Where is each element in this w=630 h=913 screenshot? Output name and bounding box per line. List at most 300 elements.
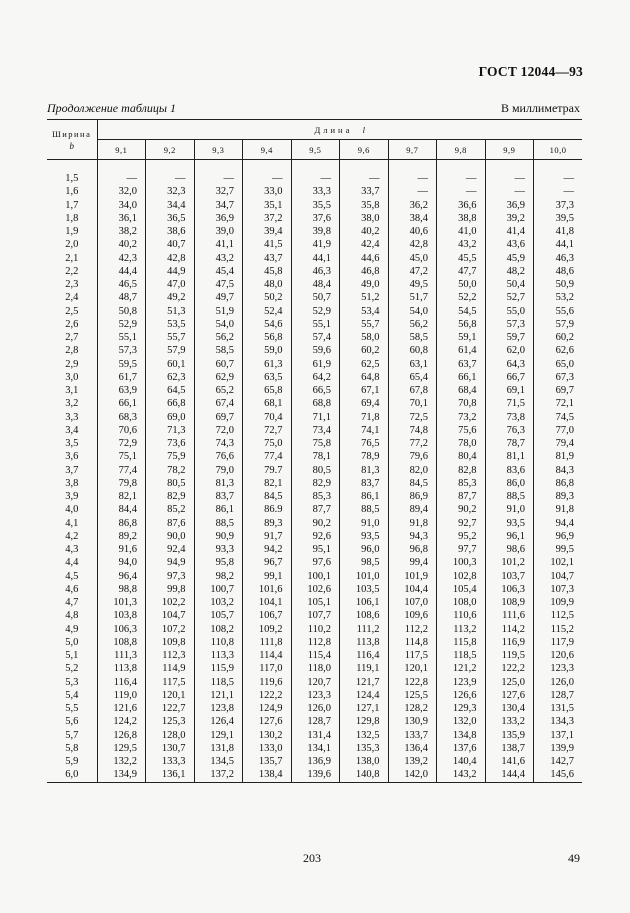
value-cell: 135,7 bbox=[243, 755, 292, 768]
value-cell: 60,2 bbox=[340, 344, 389, 357]
width-value-cell: 1,9 bbox=[47, 225, 97, 238]
value-cell: 34,4 bbox=[146, 199, 195, 212]
value-cell: 96,9 bbox=[534, 530, 583, 543]
value-cell: 55,0 bbox=[485, 305, 534, 318]
width-value-cell: 1,7 bbox=[47, 199, 97, 212]
value-cell: 55,7 bbox=[146, 331, 195, 344]
value-cell: 69,4 bbox=[340, 397, 389, 410]
value-cell: 65,8 bbox=[243, 384, 292, 397]
value-cell: 66,1 bbox=[118, 398, 137, 410]
value-cell: 104,7 bbox=[146, 609, 195, 622]
table-row bbox=[47, 172, 582, 185]
value-cell: 116,4 bbox=[113, 676, 137, 688]
table-row bbox=[47, 662, 582, 675]
value-cell: 120,1 bbox=[146, 689, 195, 702]
table-row bbox=[47, 411, 582, 424]
width-value-cell: 3,7 bbox=[47, 464, 97, 477]
value-cell: 81,1 bbox=[485, 450, 534, 463]
value-cell: 96,0 bbox=[340, 543, 389, 556]
width-value-cell: 3,1 bbox=[47, 384, 97, 397]
value-cell: 47,2 bbox=[388, 265, 437, 278]
value-cell: 68,8 bbox=[291, 397, 340, 410]
value-cell: 73,6 bbox=[146, 437, 195, 450]
value-cell: 51,2 bbox=[340, 291, 389, 304]
value-cell: 42,8 bbox=[388, 238, 437, 251]
value-cell: 79,8 bbox=[118, 477, 137, 489]
value-cell: 117,5 bbox=[146, 676, 195, 689]
value-cell: 66,8 bbox=[146, 397, 195, 410]
value-cell: 48,2 bbox=[485, 265, 534, 278]
table-row bbox=[47, 715, 582, 728]
value-cell: 86.9 bbox=[243, 503, 292, 516]
length-header-label: Длина bbox=[314, 124, 353, 135]
value-cell: — bbox=[194, 172, 243, 185]
value-cell: 38,4 bbox=[388, 212, 437, 225]
value-cell: 98,2 bbox=[194, 570, 243, 583]
value-cell: 76,6 bbox=[194, 450, 243, 463]
value-cell: 103,2 bbox=[194, 596, 243, 609]
value-cell: 46,3 bbox=[291, 265, 340, 278]
value-cell: 59,6 bbox=[291, 344, 340, 357]
value-cell: 90,0 bbox=[146, 530, 195, 543]
width-value-cell: 3,5 bbox=[47, 437, 97, 450]
value-cell: 50,9 bbox=[534, 278, 583, 291]
spacer-cell bbox=[47, 160, 97, 173]
value-cell: 111,8 bbox=[243, 636, 292, 649]
table-caption: Продолжение таблицы 1 bbox=[47, 101, 177, 115]
length-column-header: 9,4 bbox=[243, 140, 292, 160]
value-cell: 79.7 bbox=[243, 464, 292, 477]
value-cell: 80,5 bbox=[291, 464, 340, 477]
value-cell: 120,6 bbox=[534, 649, 583, 662]
value-cell: 55,1 bbox=[291, 318, 340, 331]
value-cell: 110,8 bbox=[194, 636, 243, 649]
value-cell: 128,7 bbox=[534, 689, 583, 702]
value-cell: 55,7 bbox=[340, 318, 389, 331]
value-cell: 91,0 bbox=[485, 503, 534, 516]
table-row bbox=[47, 689, 582, 702]
value-cell: 145,6 bbox=[534, 768, 583, 782]
table-row bbox=[47, 676, 582, 689]
value-cell: 126,0 bbox=[534, 676, 583, 689]
value-cell: 101,0 bbox=[340, 570, 389, 583]
value-cell: 57,9 bbox=[534, 318, 583, 331]
value-cell: 128,2 bbox=[388, 702, 437, 715]
value-cell: 54,0 bbox=[388, 305, 437, 318]
value-cell: 48,4 bbox=[291, 278, 340, 291]
value-cell: 44,6 bbox=[340, 252, 389, 265]
value-cell: 50,8 bbox=[118, 305, 137, 317]
value-cell: 104,1 bbox=[243, 596, 292, 609]
value-cell: 121,2 bbox=[437, 662, 486, 675]
value-cell: 96,1 bbox=[485, 530, 534, 543]
value-cell: 106,3 bbox=[485, 583, 534, 596]
value-cell: 88,5 bbox=[340, 503, 389, 516]
value-cell: 96,4 bbox=[118, 570, 137, 582]
value-cell: 113,2 bbox=[437, 623, 486, 636]
value-cell: 123,3 bbox=[291, 689, 340, 702]
value-cell: 45,8 bbox=[243, 265, 292, 278]
value-cell: 91,0 bbox=[340, 517, 389, 530]
value-cell: 121,6 bbox=[113, 703, 137, 714]
value-cell: 127,1 bbox=[340, 702, 389, 715]
value-cell: — bbox=[146, 172, 195, 185]
value-cell: 115,8 bbox=[437, 636, 486, 649]
value-cell: 105,4 bbox=[437, 583, 486, 596]
value-cell: 39,4 bbox=[243, 225, 292, 238]
value-cell: 100,1 bbox=[291, 570, 340, 583]
value-cell: 119,0 bbox=[113, 689, 137, 701]
value-cell: 107,2 bbox=[146, 623, 195, 636]
width-value-cell: 2,2 bbox=[47, 265, 97, 278]
value-cell: 111,6 bbox=[485, 609, 534, 622]
value-cell: 109,6 bbox=[388, 609, 437, 622]
table-row bbox=[47, 517, 582, 530]
value-cell: 92,7 bbox=[437, 517, 486, 530]
table-row bbox=[47, 490, 582, 503]
value-cell: 52,4 bbox=[243, 305, 292, 318]
value-cell: 58,5 bbox=[388, 331, 437, 344]
value-cell: 134,5 bbox=[194, 755, 243, 768]
value-cell: 123,3 bbox=[534, 662, 583, 675]
value-cell: — bbox=[388, 172, 437, 185]
table-row bbox=[47, 503, 582, 516]
value-cell: 45,9 bbox=[485, 252, 534, 265]
value-cell: 68,1 bbox=[243, 397, 292, 410]
table-row bbox=[47, 265, 582, 278]
value-cell: 112,8 bbox=[291, 636, 340, 649]
value-cell: 81,3 bbox=[194, 477, 243, 490]
table-row bbox=[47, 702, 582, 715]
value-cell: 41,1 bbox=[194, 238, 243, 251]
value-cell: 66,5 bbox=[291, 384, 340, 397]
table-row bbox=[47, 729, 582, 742]
value-cell: 99,1 bbox=[243, 570, 292, 583]
value-cell: 95,2 bbox=[437, 530, 486, 543]
value-cell: 53,4 bbox=[340, 305, 389, 318]
table-row bbox=[47, 609, 582, 622]
value-cell: 94,0 bbox=[118, 557, 137, 569]
value-cell: 117,9 bbox=[534, 636, 583, 649]
value-cell: 97,3 bbox=[146, 570, 195, 583]
value-cell: 144,4 bbox=[485, 768, 534, 782]
value-cell: 74,1 bbox=[340, 424, 389, 437]
value-cell: 64,8 bbox=[340, 371, 389, 384]
value-cell: 63,9 bbox=[118, 385, 137, 396]
value-cell: 125,0 bbox=[485, 676, 534, 689]
value-cell: 50,0 bbox=[437, 278, 486, 291]
width-value-cell: 5,5 bbox=[47, 702, 97, 715]
value-cell: 88,5 bbox=[194, 517, 243, 530]
value-cell: 82,1 bbox=[243, 477, 292, 490]
value-cell: 95,1 bbox=[291, 543, 340, 556]
width-value-cell: 5,8 bbox=[47, 742, 97, 755]
width-value-cell: 5,1 bbox=[47, 649, 97, 662]
value-cell: 106,1 bbox=[340, 596, 389, 609]
value-cell: 33,7 bbox=[340, 185, 389, 198]
value-cell: 87,7 bbox=[291, 503, 340, 516]
width-value-cell: 4,8 bbox=[47, 609, 97, 622]
value-cell: 35,1 bbox=[243, 199, 292, 212]
value-cell: 127,6 bbox=[485, 689, 534, 702]
value-cell: 40,2 bbox=[340, 225, 389, 238]
value-cell: 86,8 bbox=[534, 477, 583, 490]
value-cell: 140,8 bbox=[340, 768, 389, 782]
value-cell: 109,8 bbox=[146, 636, 195, 649]
value-cell: 78,7 bbox=[485, 437, 534, 450]
value-cell: 139,9 bbox=[534, 742, 583, 755]
spacer-cell bbox=[485, 160, 534, 173]
value-cell: 138,0 bbox=[340, 755, 389, 768]
width-value-cell: 2,5 bbox=[47, 305, 97, 318]
table-row bbox=[47, 570, 582, 583]
width-value-cell: 3,3 bbox=[47, 411, 97, 424]
value-cell: 52,9 bbox=[118, 318, 137, 330]
value-cell: 82,1 bbox=[118, 491, 137, 502]
value-cell: 81,3 bbox=[340, 464, 389, 477]
value-cell: 74,5 bbox=[534, 411, 583, 424]
value-cell: 74,8 bbox=[388, 424, 437, 437]
value-cell: 134,3 bbox=[534, 715, 583, 728]
value-cell: 35,5 bbox=[291, 199, 340, 212]
value-cell: 102,1 bbox=[534, 556, 583, 569]
value-cell: 74,3 bbox=[194, 437, 243, 450]
value-cell: 133,0 bbox=[243, 742, 292, 755]
value-cell: 91,6 bbox=[118, 544, 137, 555]
value-cell: 78,2 bbox=[146, 464, 195, 477]
table-row bbox=[47, 530, 582, 543]
value-cell: 36,2 bbox=[388, 199, 437, 212]
value-cell: 143,2 bbox=[437, 768, 486, 782]
width-value-cell: 1,8 bbox=[47, 212, 97, 225]
value-cell: 75,8 bbox=[291, 437, 340, 450]
width-value-cell: 5,2 bbox=[47, 662, 97, 675]
value-cell: 51,7 bbox=[388, 291, 437, 304]
value-cell: 98,6 bbox=[485, 543, 534, 556]
table-row bbox=[47, 742, 582, 755]
value-cell: 46,3 bbox=[534, 252, 583, 265]
value-cell: 97,7 bbox=[437, 543, 486, 556]
value-cell: 52,7 bbox=[485, 291, 534, 304]
value-cell: 39,8 bbox=[291, 225, 340, 238]
value-cell: 139,2 bbox=[388, 755, 437, 768]
value-cell: 82,8 bbox=[437, 464, 486, 477]
spacer-cell bbox=[194, 160, 243, 173]
value-cell: 102,8 bbox=[437, 570, 486, 583]
value-cell: 72,1 bbox=[534, 397, 583, 410]
value-cell: 118,5 bbox=[194, 676, 243, 689]
length-column-header: 9,2 bbox=[146, 140, 195, 160]
sheet-number: 49 bbox=[568, 851, 580, 865]
units-label: В миллиметрах bbox=[500, 101, 580, 115]
value-cell: 85,2 bbox=[146, 503, 195, 516]
value-cell: 62,9 bbox=[194, 371, 243, 384]
value-cell: 61,4 bbox=[437, 344, 486, 357]
value-cell: 77,2 bbox=[388, 437, 437, 450]
spacer-cell bbox=[437, 160, 486, 173]
value-cell: 102,2 bbox=[146, 596, 195, 609]
value-cell: 97,6 bbox=[291, 556, 340, 569]
value-cell: 43,2 bbox=[194, 252, 243, 265]
value-cell: 45,4 bbox=[194, 265, 243, 278]
value-cell: 86,8 bbox=[118, 517, 137, 529]
value-cell: 75,9 bbox=[146, 450, 195, 463]
value-cell: 56,8 bbox=[437, 318, 486, 331]
value-cell: — bbox=[437, 185, 486, 198]
table-row bbox=[47, 305, 582, 318]
value-cell: 93,3 bbox=[194, 543, 243, 556]
value-cell: 49,5 bbox=[388, 278, 437, 291]
value-cell: 57,9 bbox=[146, 344, 195, 357]
value-cell: 55,1 bbox=[118, 332, 137, 343]
table-row bbox=[47, 649, 582, 662]
value-cell: 42,3 bbox=[118, 252, 137, 264]
value-cell: 122,7 bbox=[146, 702, 195, 715]
value-cell: 94,3 bbox=[388, 530, 437, 543]
spacer-cell bbox=[243, 160, 292, 173]
value-cell: 129,3 bbox=[437, 702, 486, 715]
value-cell: 91,8 bbox=[534, 503, 583, 516]
value-cell: 100,3 bbox=[437, 556, 486, 569]
value-cell: 112,2 bbox=[388, 623, 437, 636]
value-cell: 123,8 bbox=[194, 702, 243, 715]
value-cell: 58,5 bbox=[194, 344, 243, 357]
value-cell: 50,2 bbox=[243, 291, 292, 304]
value-cell: 99,8 bbox=[146, 583, 195, 596]
value-cell: 53,2 bbox=[534, 291, 583, 304]
value-cell: — bbox=[485, 185, 534, 198]
table-row bbox=[47, 278, 582, 291]
value-cell: 105,7 bbox=[194, 609, 243, 622]
value-cell: 116,4 bbox=[340, 649, 389, 662]
table-row bbox=[47, 252, 582, 265]
table-row bbox=[47, 437, 582, 450]
value-cell: 73,4 bbox=[291, 424, 340, 437]
value-cell: 115,4 bbox=[291, 649, 340, 662]
value-cell: 110,6 bbox=[437, 609, 486, 622]
table-row bbox=[47, 450, 582, 463]
value-cell: 103,5 bbox=[340, 583, 389, 596]
value-cell: 135,9 bbox=[485, 729, 534, 742]
value-cell: — bbox=[388, 185, 437, 198]
value-cell: 83,7 bbox=[194, 490, 243, 503]
value-cell: 118,0 bbox=[291, 662, 340, 675]
value-cell: 49,2 bbox=[146, 291, 195, 304]
value-cell: 54,5 bbox=[437, 305, 486, 318]
width-value-cell: 5,6 bbox=[47, 715, 97, 728]
value-cell: 43,7 bbox=[243, 252, 292, 265]
value-cell: 130,7 bbox=[146, 742, 195, 755]
value-cell: 137,2 bbox=[194, 768, 243, 782]
value-cell: 34,0 bbox=[118, 199, 137, 211]
length-column-header: 9,7 bbox=[388, 140, 437, 160]
value-cell: 89,3 bbox=[534, 490, 583, 503]
value-cell: 60,8 bbox=[388, 344, 437, 357]
value-cell: 84,5 bbox=[243, 490, 292, 503]
value-cell: 87,7 bbox=[437, 490, 486, 503]
value-cell: 89,4 bbox=[388, 503, 437, 516]
value-cell: 50,4 bbox=[485, 278, 534, 291]
value-cell: 114,9 bbox=[146, 662, 195, 675]
value-cell: 99,5 bbox=[534, 543, 583, 556]
value-cell: 96,7 bbox=[243, 556, 292, 569]
value-cell: 57,4 bbox=[291, 331, 340, 344]
value-cell: 136,9 bbox=[291, 755, 340, 768]
width-value-cell: 5,0 bbox=[47, 636, 97, 649]
table-row bbox=[47, 291, 582, 304]
table-row bbox=[47, 344, 582, 357]
value-cell: 37,3 bbox=[534, 199, 583, 212]
value-cell: 86,1 bbox=[194, 503, 243, 516]
value-cell: 73,8 bbox=[485, 411, 534, 424]
value-cell: 83,6 bbox=[485, 464, 534, 477]
table-row bbox=[47, 623, 582, 636]
table-row bbox=[47, 768, 582, 782]
value-cell: 105,1 bbox=[291, 596, 340, 609]
value-cell: 99,4 bbox=[388, 556, 437, 569]
width-value-cell: 6,0 bbox=[47, 768, 97, 782]
width-header-label: Ширина bbox=[52, 128, 92, 139]
length-column-header: 9,1 bbox=[97, 140, 146, 160]
table-row bbox=[47, 358, 582, 371]
value-cell: 35,8 bbox=[340, 199, 389, 212]
value-cell: 70,4 bbox=[243, 411, 292, 424]
table-row bbox=[47, 371, 582, 384]
value-cell: 84,4 bbox=[118, 504, 137, 516]
length-column-header: 9,9 bbox=[485, 140, 534, 160]
value-cell: 125,3 bbox=[146, 715, 195, 728]
value-cell: 98,8 bbox=[118, 583, 137, 595]
value-cell: 122,8 bbox=[388, 676, 437, 689]
width-value-cell: 4,7 bbox=[47, 596, 97, 609]
value-cell: 45,0 bbox=[388, 252, 437, 265]
value-cell: 32,3 bbox=[146, 185, 195, 198]
value-cell: 134,8 bbox=[437, 729, 486, 742]
value-cell: 40,2 bbox=[118, 239, 137, 251]
value-cell: 113,3 bbox=[194, 649, 243, 662]
value-cell: 93,5 bbox=[340, 530, 389, 543]
value-cell: 91,7 bbox=[243, 530, 292, 543]
table-row bbox=[47, 464, 582, 477]
value-cell: 112,3 bbox=[146, 649, 195, 662]
value-cell: 141,6 bbox=[485, 755, 534, 768]
value-cell: 101,3 bbox=[113, 597, 137, 608]
value-cell: 82,0 bbox=[388, 464, 437, 477]
value-cell: 81,9 bbox=[534, 450, 583, 463]
value-cell: 88,5 bbox=[485, 490, 534, 503]
value-cell: 63,7 bbox=[437, 358, 486, 371]
value-cell: 60,1 bbox=[146, 358, 195, 371]
width-value-cell: 4,4 bbox=[47, 556, 97, 569]
value-cell: 142,0 bbox=[388, 768, 437, 782]
value-cell: 92,6 bbox=[291, 530, 340, 543]
value-cell: 138,7 bbox=[485, 742, 534, 755]
value-cell: 91,8 bbox=[388, 517, 437, 530]
value-cell: 108,6 bbox=[340, 609, 389, 622]
value-cell: 56,2 bbox=[388, 318, 437, 331]
value-cell: 102,6 bbox=[291, 583, 340, 596]
table-body bbox=[47, 160, 582, 783]
value-cell: 63,1 bbox=[388, 358, 437, 371]
value-cell: 58,0 bbox=[340, 331, 389, 344]
table-row bbox=[47, 596, 582, 609]
table-row bbox=[47, 477, 582, 490]
width-value-cell: 2,0 bbox=[47, 238, 97, 251]
value-cell: 86,0 bbox=[485, 477, 534, 490]
value-cell: 57,3 bbox=[485, 318, 534, 331]
value-cell: 116,9 bbox=[485, 636, 534, 649]
width-value-cell: 4,2 bbox=[47, 530, 97, 543]
